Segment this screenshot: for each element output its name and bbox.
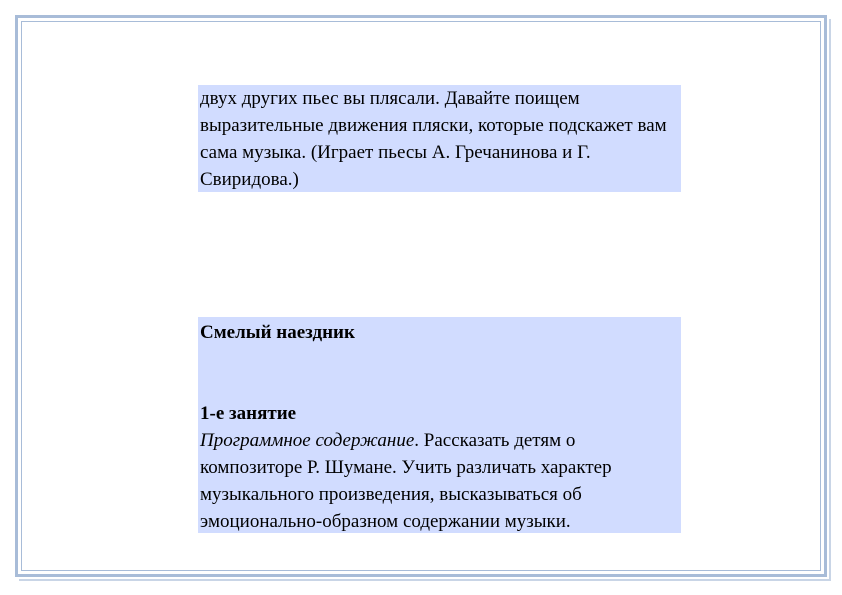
text-block-intro [198,85,681,192]
text-block-lesson [198,317,681,533]
spacer [200,346,679,400]
program-text: . Рассказать детям о композиторе Р. Шумане. Учить различать характер музыкального произведения, высказываться об эмоционально-образном содержании музыки. [200,430,612,532]
program-label: Программное содержание [200,430,415,451]
program-paragraph [200,427,679,535]
paragraph-intro: двух других пьес вы плясали. Давайте поищем выразительные движения пляски, которые подскажет вам сама музыка. (Играет пьесы А. Гречанинова и Г. Свиридова.) [200,88,667,190]
lesson-heading: 1-е занятие [200,403,297,424]
section-title: Смелый наездник [200,322,355,343]
